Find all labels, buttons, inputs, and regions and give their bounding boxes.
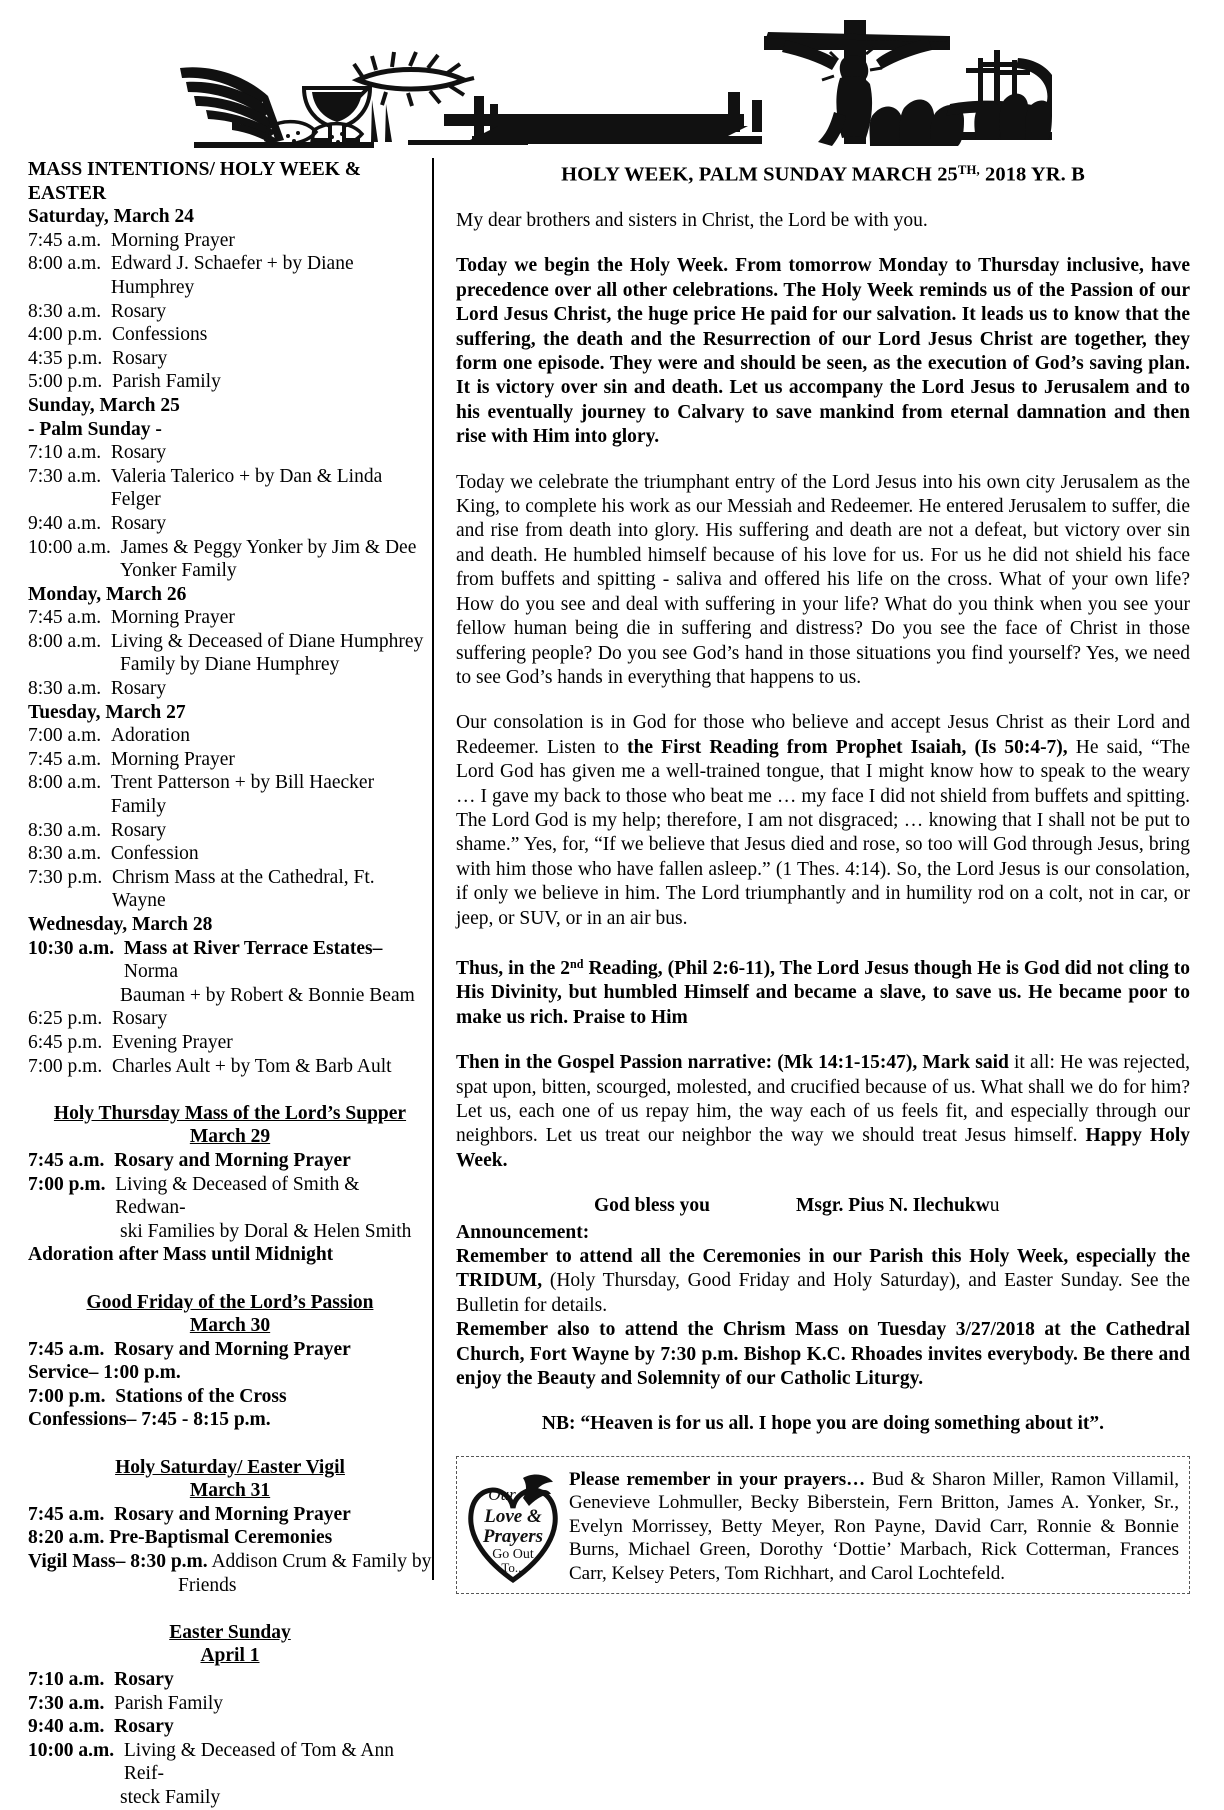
schedule-row (28, 866, 432, 913)
para4-part-a: Thus, in the 2 (456, 958, 571, 979)
schedule-time: 8:30 a.m. (28, 819, 111, 841)
para3-part-b: He said, “The Lord God has given me a well-trained tongue, that I might know how to speak to the weary … I gave my back to those who beat me … my face I did not shield from buffets and spitting. The Lord God is my help; therefore, I am not disgraced; … knowing that I shall not be put to shame.” Yes, for, “If we believe that Jesus died and rose, so too will God through Jesus, bring with him those who have fallen asleep.” (1 Thes. 4:14). So, the Lord Jesus is our consolation, if only we believe in him. The Lord triumphantly and in humility rod on a colt, not in car, or jeep, or SUV, or in an air bus. (456, 736, 1191, 929)
schedule-row (28, 441, 432, 465)
service-line: Vigil Mass– 8:30 p.m. Addison Crum & Family by (28, 1551, 432, 1573)
schedule-row (28, 465, 432, 512)
signature-author-tail: u (989, 1195, 1000, 1217)
schedule-row (28, 300, 432, 324)
schedule-row (28, 1385, 432, 1409)
schedule-row (28, 1149, 432, 1173)
schedule-row (28, 229, 432, 253)
svg-text:Our: Our (488, 1484, 516, 1504)
letter-signature (456, 1194, 1190, 1218)
schedule-description: Edward J. Schaefer + by Diane Humphrey (110, 253, 354, 298)
schedule-row (28, 842, 432, 866)
service-date: March 29 (189, 1126, 271, 1148)
bulletin-body (0, 150, 1224, 1808)
nb-note: NB: “Heaven is for us all. I hope you are doing something about it”. (541, 1412, 1105, 1434)
schedule-time: 7:45 a.m. (28, 607, 111, 629)
signature-blessing: God bless you (594, 1195, 710, 1217)
letter-paragraph-5 (456, 1051, 1190, 1173)
schedule-time: 7:45 a.m. (28, 748, 111, 770)
schedule-time: 7:30 p.m. (28, 866, 112, 888)
svg-text:Go Out: Go Out (492, 1546, 534, 1562)
schedule-description: Rosary and Morning Prayer (114, 1149, 351, 1171)
service-line: Confessions– 7:45 - 8:15 p.m. (28, 1409, 271, 1431)
schedule-description: Rosary and Morning Prayer (114, 1338, 351, 1360)
announcement-label: Announcement: (456, 1221, 590, 1243)
schedule-day-heading: Sunday, March 25 (28, 394, 180, 416)
letter-title (456, 158, 1190, 187)
schedule-row (28, 1173, 432, 1220)
schedule-row (28, 323, 432, 347)
schedule-time: 8:30 a.m. (28, 300, 111, 322)
schedule-day-heading: Monday, March 26 (28, 583, 187, 605)
holy-week-woodcut-icon (172, 0, 1052, 150)
schedule-description: Trent Patterson + by Bill Haecker Family (110, 772, 375, 818)
schedule-time: 8:30 a.m. (28, 843, 111, 865)
para4-part-b: Reading, (Phil 2:6-11), The Lord Jesus though He is God did not cling to His Divinity, but humbled Himself and became a slave, to save us. He became poor to make us rich. Praise to Him (456, 958, 1190, 1028)
schedule-row (28, 536, 432, 560)
schedule-time: 7:30 a.m. (28, 465, 111, 487)
heart-with-dove-icon (465, 1464, 561, 1586)
schedule-description: Mass at River Terrace Estates– Norma (123, 937, 383, 983)
gospel-passion-citation: Then in the Gospel Passion narrative: (Mk 14:1-15:47), Mark said (456, 1052, 1009, 1074)
prayer-list-text (569, 1464, 1179, 1586)
service-line: 8:20 a.m. Pre-Baptismal Ceremonies (28, 1527, 333, 1549)
schedule-description: Rosary (111, 347, 168, 369)
schedule-day-heading: Saturday, March 24 (28, 206, 194, 228)
schedule-row (28, 1503, 432, 1527)
schedule-description: Rosary (110, 512, 167, 534)
announcement-tridum-rest: (Holy Thursday, Good Friday and Holy Saturday), and Easter Sunday. See the Bulletin for details. (456, 1270, 1190, 1316)
schedule-row (28, 748, 432, 772)
schedule-description: Rosary (110, 442, 167, 464)
schedule-description: Morning Prayer (110, 748, 235, 770)
schedule-time: 7:30 a.m. (28, 1692, 115, 1714)
schedule-row (28, 724, 432, 748)
schedule-description: Parish Family (114, 1692, 224, 1714)
holy-week-services-list (28, 1078, 432, 1809)
para5-rest: it all: He was rejected, spat upon, bitten, scourged, molested, and crucified because of us. What shall we do for him? Let us, each one of us repay him, the way each of us feels fit, and especially through our neighbors. Let us treat our neighbor the way we should treat Jesus himself. (456, 1052, 1190, 1147)
schedule-time: 7:10 a.m. (28, 1669, 115, 1690)
letter-title-tail: 2018 YR. B (979, 163, 1085, 186)
love-and-prayers-logo (465, 1464, 561, 1586)
schedule-continuation: Yonker Family (120, 560, 237, 582)
service-title: Holy Saturday/ Easter Vigil (115, 1456, 345, 1478)
schedule-time: 10:00 a.m. (28, 536, 121, 558)
schedule-continuation: ski Families by Doral & Helen Smith (120, 1220, 412, 1242)
schedule-row (28, 1031, 432, 1055)
schedule-description: Morning Prayer (110, 607, 235, 629)
schedule-time: 7:45 a.m. (28, 1149, 115, 1171)
schedule-time: 8:00 a.m. (28, 772, 111, 794)
section-spacer (28, 1597, 432, 1621)
schedule-time: 10:00 a.m. (28, 1739, 124, 1761)
schedule-day-heading: Tuesday, March 27 (28, 701, 186, 723)
schedule-description: Chrism Mass at the Cathedral, Ft. Wayne (111, 866, 375, 912)
schedule-time: 7:00 a.m. (28, 725, 111, 747)
schedule-time: 4:00 p.m. (28, 324, 112, 346)
schedule-row (28, 819, 432, 843)
first-reading-citation: the First Reading from Prophet Isaiah, (Is 50:4-7), (627, 736, 1068, 758)
section-spacer (28, 1432, 432, 1456)
schedule-description: Rosary (114, 1669, 174, 1690)
schedule-description: Parish Family (111, 371, 221, 393)
schedule-time: 7:45 a.m. (28, 1503, 115, 1525)
mass-schedule-list (28, 205, 432, 1078)
schedule-row (28, 1739, 432, 1786)
letter-paragraph-4 (456, 952, 1190, 1030)
schedule-row (28, 347, 432, 371)
svg-text:To...: To... (501, 1559, 525, 1575)
signature-author: Msgr. Pius N. Ilechukw (795, 1195, 990, 1217)
schedule-time: 5:00 p.m. (28, 371, 112, 393)
schedule-description: Valeria Talerico + by Dan & Linda Felger (110, 465, 383, 511)
schedule-description: Confessions (111, 324, 208, 346)
schedule-description: Morning Prayer (110, 229, 235, 251)
schedule-row (28, 1338, 432, 1362)
letter-paragraph-2: Today we celebrate the triumphant entry of the Lord Jesus into his own city Jerusalem as the King, to complete his work as our Messiah and Redeemer. He entered Jerusalem to suffer, die and rise from death into glory. His suffering and death are not a defeat, but victory over sin and death. He humbled himself because of his love for us. For us he did not shield his face from buffets and spitting - saliva and offered his life on the cross. What of your own life? How do you see and deal with suffering in your life? What do you think when you see your fellow human being die in suffering and distress? Do you see the face of Christ in those suffering people? Do you see God’s hand in those situations you find yourself? Yes, we need to see God’s hands in everything that happens to us. (456, 471, 1190, 688)
schedule-description: Confession (110, 843, 199, 865)
schedule-time: 4:35 p.m. (28, 347, 112, 369)
schedule-description: Rosary (110, 300, 167, 322)
announcement-chrism-mass: Remember also to attend the Chrism Mass on Tuesday 3/27/2018 at the Cathedral Church, Fort Wayne by 7:30 p.m. Bishop K.C. Rhoades invites everybody. Be there and enjoy the Beauty and Solemnity of our Catholic Liturgy. (456, 1319, 1190, 1390)
service-title: Good Friday of the Lord’s Passion (86, 1291, 374, 1313)
schedule-time: 6:25 p.m. (28, 1008, 112, 1030)
schedule-row (28, 252, 432, 299)
schedule-time: 9:40 a.m. (28, 1716, 115, 1738)
schedule-row (28, 677, 432, 701)
schedule-time: 8:00 a.m. (28, 253, 111, 275)
schedule-time: 7:00 p.m. (28, 1385, 116, 1407)
schedule-continuation: Friends (178, 1574, 237, 1596)
schedule-description: Living & Deceased of Tom & Ann Reif- (123, 1739, 395, 1785)
schedule-description: Rosary (110, 678, 167, 700)
service-line: Adoration after Mass until Midnight (28, 1244, 334, 1266)
schedule-row (28, 937, 432, 984)
section-spacer (28, 1267, 432, 1291)
para4-ordinal: nd (570, 956, 584, 971)
schedule-description: Living & Deceased of Diane Humphrey (110, 630, 424, 652)
schedule-time: 7:45 a.m. (28, 1338, 115, 1360)
service-title: Holy Thursday Mass of the Lord’s Supper (53, 1102, 407, 1124)
schedule-description: James & Peggy Yonker by Jim & Dee (120, 536, 417, 558)
letter-paragraph-1: Today we begin the Holy Week. From tomorrow Monday to Thursday inclusive, have precedence over all other celebrations. The Holy Week reminds us of the Passion of our Lord Jesus Christ, the huge price He paid for our salvation. It leads us to know that the suffering, the death and the Resurrection of our Lord Jesus Christ are together, they form one episode. They were and should be seen, as the execution of God’s saving plan. It is victory over sin and death. Let us accompany the Lord Jesus to Jerusalem and to his eventually journey to Calvary to save mankind from eternal damnation and then rise with Him into glory. (456, 255, 1190, 448)
prayer-request-box (456, 1456, 1190, 1594)
schedule-row (28, 1007, 432, 1031)
letter-paragraph-3 (456, 711, 1190, 931)
schedule-description: Rosary (114, 1716, 174, 1738)
schedule-continuation: steck Family (120, 1786, 221, 1808)
mass-intentions-heading: MASS INTENTIONS/ HOLY WEEK & EASTER (28, 159, 362, 204)
schedule-time: 7:10 a.m. (28, 442, 111, 464)
happy-holy-week-text: Happy Holy Week. (456, 1125, 1190, 1171)
service-line: Service– 1:00 p.m. (28, 1362, 181, 1384)
schedule-time: 8:00 a.m. (28, 630, 111, 652)
schedule-description: Rosary and Morning Prayer (114, 1503, 351, 1525)
schedule-row (28, 1668, 432, 1692)
schedule-description: Charles Ault + by Tom & Barb Ault (111, 1055, 392, 1077)
service-date: March 31 (189, 1480, 271, 1502)
schedule-day-subtitle: - Palm Sunday - (28, 418, 162, 440)
schedule-time: 8:30 a.m. (28, 678, 111, 700)
schedule-description: Adoration (110, 725, 190, 747)
letter-title-ordinal: TH, (957, 163, 980, 177)
schedule-time: 7:45 a.m. (28, 229, 111, 251)
schedule-time: 6:45 p.m. (28, 1031, 112, 1053)
schedule-day-heading: Wednesday, March 28 (28, 914, 213, 935)
schedule-row (28, 512, 432, 536)
svg-text:Love &: Love & (484, 1505, 542, 1527)
announcement-tridum (456, 1245, 1190, 1318)
schedule-description: Living & Deceased of Smith & Redwan- (115, 1173, 360, 1219)
service-title: Easter Sunday (169, 1621, 291, 1643)
schedule-row (28, 630, 432, 654)
schedule-description: Evening Prayer (111, 1031, 233, 1053)
masthead-banner (0, 0, 1224, 150)
pastor-letter-column (434, 150, 1224, 1584)
schedule-continuation: Bauman + by Robert & Bonnie Beam (120, 984, 415, 1006)
schedule-row (28, 1715, 432, 1739)
schedule-row (28, 771, 432, 818)
schedule-row (28, 1692, 432, 1716)
letter-title-main: HOLY WEEK, PALM SUNDAY MARCH 25 (561, 163, 958, 186)
service-date: April 1 (200, 1645, 260, 1667)
mass-intentions-column (0, 150, 432, 1808)
schedule-row (28, 370, 432, 394)
service-date: March 30 (189, 1315, 271, 1337)
para3-part-a: Our consolation is in God for those who believe and accept Jesus Christ as their Lord and Redeemer. Listen to (456, 712, 1190, 758)
schedule-continuation: Family by Diane Humphrey (120, 654, 340, 676)
svg-text:Prayers: Prayers (482, 1525, 544, 1547)
prayer-list-names: Bud & Sharon Miller, Ramon Villamil, Genevieve Lohmuller, Becky Biberstein, Fern Britton, James A. Yonker, Sr., Evelyn Morrissey, Betty Meyer, Ron Payne, David Carr, Ronnie & Bonnie Burns, Michael Green, Dorothy ‘Dottie’ Marbach, Rick Cotterman, Frances Carr, Kelsey Peters, Tom Richhart, and Carol Lochtefeld. (569, 1468, 1179, 1584)
letter-greeting: My dear brothers and sisters in Christ, the Lord be with you. (456, 210, 928, 231)
schedule-time: 10:30 a.m. (28, 937, 124, 959)
schedule-time: 7:00 p.m. (28, 1173, 116, 1195)
schedule-row (28, 1055, 432, 1079)
section-spacer (28, 1078, 432, 1102)
schedule-row (28, 606, 432, 630)
prayer-list-lead: Please remember in your prayers… (569, 1468, 866, 1490)
schedule-description: Stations of the Cross (115, 1385, 287, 1407)
schedule-description: Rosary (111, 1008, 168, 1030)
schedule-description: Rosary (110, 819, 167, 841)
schedule-time: 9:40 a.m. (28, 512, 111, 534)
schedule-time: 7:00 p.m. (28, 1055, 112, 1077)
announcement-tridum-bold: Remember to attend all the Ceremonies in our Parish this Holy Week, especially the TRIDUM, (456, 1246, 1190, 1292)
